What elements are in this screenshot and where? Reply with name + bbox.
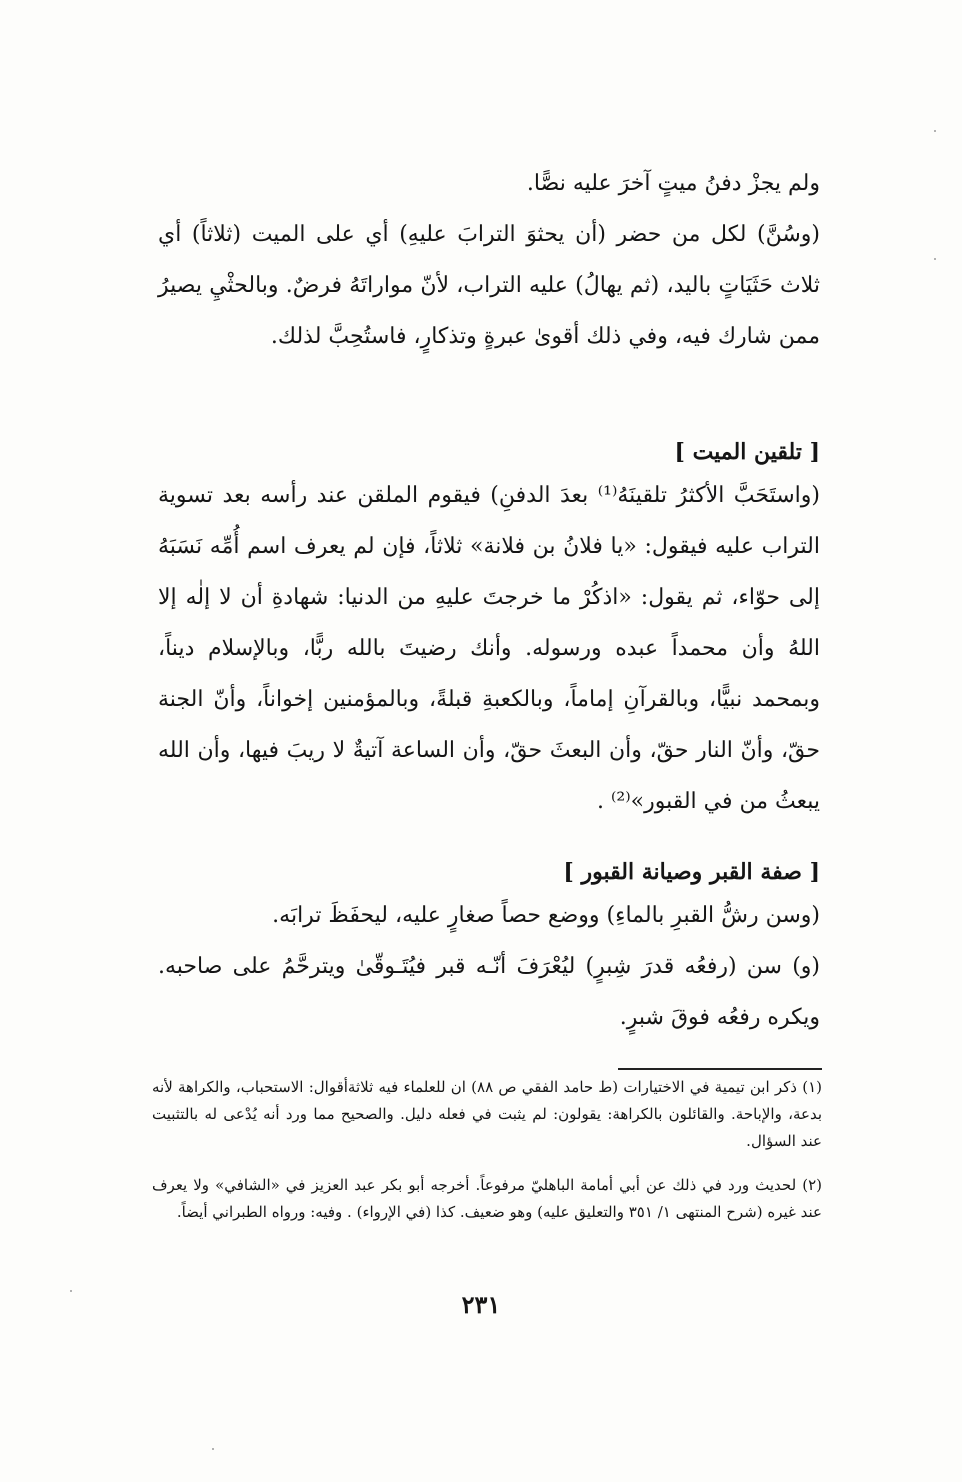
paragraph-sprinkling-water: (وسن رشُّ القبرِ بالماءِ) ووضع حصاً صغارٍ عليه، ليحفَظَ ترابَه. — [272, 903, 820, 928]
scan-speck — [212, 1448, 214, 1450]
paragraph-throwing-soil: (وسُنَّ) لكل من حضر (أن يحثوَ الترابَ عليهِ) أي على الميت (ثلاثاً) أي ثلاث حَثَيَاتٍ باليد، (ثم يهالُ) عليه التراب، لأنّ مواراتَهُ فرضٌ. وبالحثْيِ يصيرُ ممن شارك فيه، وفي ذلك أقوىٰ عبرةٍ وتذكارٍ، فاستُحِبَّ لذلك. — [158, 222, 820, 349]
paragraph-burial-rule: ولم يجزْ دفنُ ميتٍ آخرَ عليه نصًّا. — [526, 171, 820, 196]
scan-speck — [934, 130, 936, 132]
footnote-2 — [152, 1172, 822, 1226]
paragraph-talqin: (واستَحَبَّ الأكثرُ تلقينَهُ⁽¹⁾ بعدَ الدفنِ) فيقوم الملقن عند رأسه بعد تسوية التراب عليه فيقول: «يا فلانُ بن فلانة» ثلاثاً، فإن لم يعرف اسم أُمِّه نَسَبَهُ إلى حوّاء، ثم يقول: «اذكُرْ ما خرجتَ عليهِ من الدنيا: شهادةِ أن لا إلٰه إلا اللهُ وأن محمداً عبده ورسوله. وأنك رضيتَ بالله ربًّا، وبالإسلام ديناً، وبمحمد نبيًّا، وبالقرآنِ إماماً، وبالكعبةِ قبلةً، وبالمؤمنين إخواناً، وأنّ الجنة حقّ، وأنّ النار حقّ، وأن البعثَ حقّ، وأن الساعة آتيةٌ لا ريبَ فيها، وأن الله يبعثُ من في القبور»⁽²⁾ . — [158, 483, 821, 814]
footnote-2-number: (٢) — [802, 1176, 822, 1194]
footnote-2-text: لحديث ورد في ذلك عن أبي أمامة الباهليّ مرفوعاً. أخرجه أبو بكر عبد العزيز في «الشافي» ولا يعرف عند غيره (شرح المنتهى ١/ ٣٥١ والتعليق عليه) وهو ضعيف. كذا (في الإرواء) . وفيه: ورواه الطبراني أيضاً. — [152, 1176, 822, 1221]
footnote-1-number: (١) — [802, 1078, 822, 1096]
footnote-1-text: ذكر ابن تيمية في الاختيارات (ط حامد الفقي ص ٨٨) ان للعلماء فيه ثلاثةأقوال: الاستحباب، والكراهة لأنه بدعة، والإباحة. والقائلون بالكراهة: يقولون: لم يثبت في فعله دليل. والصحيح مما ورد أنه يُدْعى له بالتثبيت عند السؤال. — [152, 1078, 822, 1150]
footnote-1 — [152, 1074, 822, 1155]
scan-speck — [70, 1290, 72, 1292]
scan-speck — [934, 258, 936, 260]
footnote-separator — [618, 1068, 822, 1070]
page-number: ٢٣١ — [461, 1290, 501, 1319]
section-heading-grave: [ صفة القبر وصيانة القبور ] — [563, 859, 820, 885]
paragraph-raising-grave: (و) سن (رفعُه قدرَ شِبرٍ) ليُعْرَفَ أنّـه قبر فيُتَـوقّىٰ ويترحَّمُ على صاحبه. ويكره رفعُه فوقَ شبرٍ. — [158, 954, 820, 1030]
section-heading-talqin: [ تلقين الميت ] — [674, 439, 820, 465]
